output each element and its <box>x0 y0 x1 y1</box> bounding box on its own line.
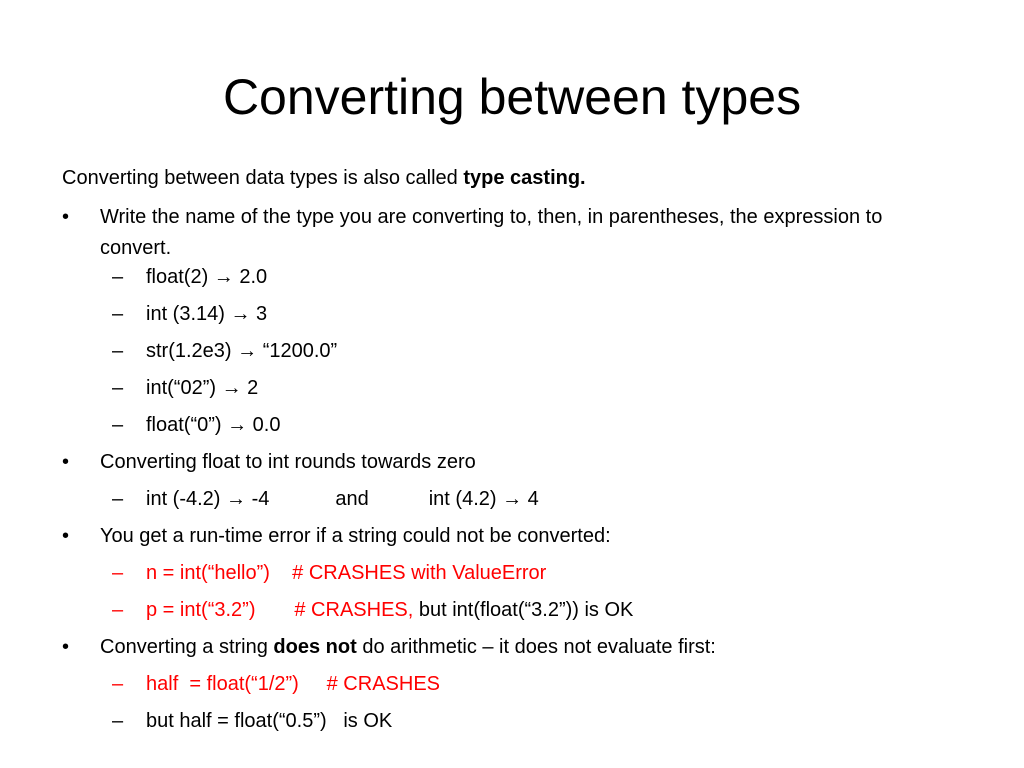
intro-bold: type casting. <box>463 167 586 189</box>
sub-bullet <box>62 262 962 299</box>
sub-bullet <box>62 299 962 336</box>
dash-marker: – <box>112 599 124 621</box>
bullet-3 <box>62 521 962 558</box>
example-3-2-crash: p = int(“3.2”) # CRASHES, <box>146 599 414 621</box>
example-int-3-14: int (3.14) → 3 <box>146 303 268 325</box>
dash-marker: – <box>112 340 124 362</box>
example-half-ok: but half = float(“0.5”) is OK <box>146 710 393 732</box>
sub-bullet <box>62 410 962 447</box>
bullet-4-before: Converting a string <box>100 636 274 658</box>
dash-marker: – <box>112 710 124 732</box>
example-hello-crash: n = int(“hello”) # CRASHES with ValueError <box>146 562 547 584</box>
sub-bullet <box>62 706 962 743</box>
bullet-4-bold: does not <box>273 636 357 658</box>
bullet-2-text: Converting float to int rounds towards zero <box>100 451 476 473</box>
bullet-dot: • <box>62 636 70 658</box>
bullet-1-text: Write the name of the type you are converting to, then, in parentheses, the expression to convert. <box>100 206 883 259</box>
slide-title: Converting between types <box>222 69 802 125</box>
bullet-dot: • <box>62 206 70 228</box>
example-float-0: float(“0”) → 0.0 <box>146 414 281 436</box>
bullet-2 <box>62 447 962 484</box>
sub-bullet <box>62 373 962 410</box>
dash-marker: – <box>112 303 124 325</box>
example-half-crash: half = float(“1/2”) # CRASHES <box>146 673 440 695</box>
example-float-2: float(2) → 2.0 <box>146 266 268 288</box>
bullet-dot: • <box>62 525 70 547</box>
dash-marker: – <box>112 414 124 436</box>
bullet-4-after: do arithmetic – it does not evaluate first: <box>356 636 716 658</box>
bullet-dot: • <box>62 451 70 473</box>
sub-bullet-error <box>62 595 962 632</box>
sub-bullet <box>62 484 962 521</box>
sub-bullet <box>62 336 962 373</box>
sub-bullet-error <box>62 558 962 595</box>
dash-marker: – <box>112 266 124 288</box>
intro-text: Converting between data types is also called <box>62 167 464 189</box>
bullet-4-text <box>100 632 900 663</box>
example-3-2-ok: but int(float(“3.2”)) is OK <box>413 599 634 621</box>
bullet-4 <box>62 632 962 669</box>
example-int-neg: int (-4.2) → -4 <box>146 488 270 510</box>
intro-line <box>62 166 962 202</box>
example-str-1-2e3: str(1.2e3) → “1200.0” <box>146 340 338 362</box>
bullet-3-text: You get a run-time error if a string could not be converted: <box>100 525 611 547</box>
example-int-pos: int (4.2) → 4 <box>428 488 539 510</box>
slide-body <box>62 166 962 743</box>
example-int-02: int(“02”) → 2 <box>146 377 259 399</box>
sub-bullet-error <box>62 669 962 706</box>
dash-marker: – <box>112 562 124 584</box>
dash-marker: – <box>112 377 124 399</box>
bullet-1 <box>62 202 962 262</box>
dash-marker: – <box>112 673 124 695</box>
dash-marker: – <box>112 488 124 510</box>
example-and: and <box>335 488 369 510</box>
